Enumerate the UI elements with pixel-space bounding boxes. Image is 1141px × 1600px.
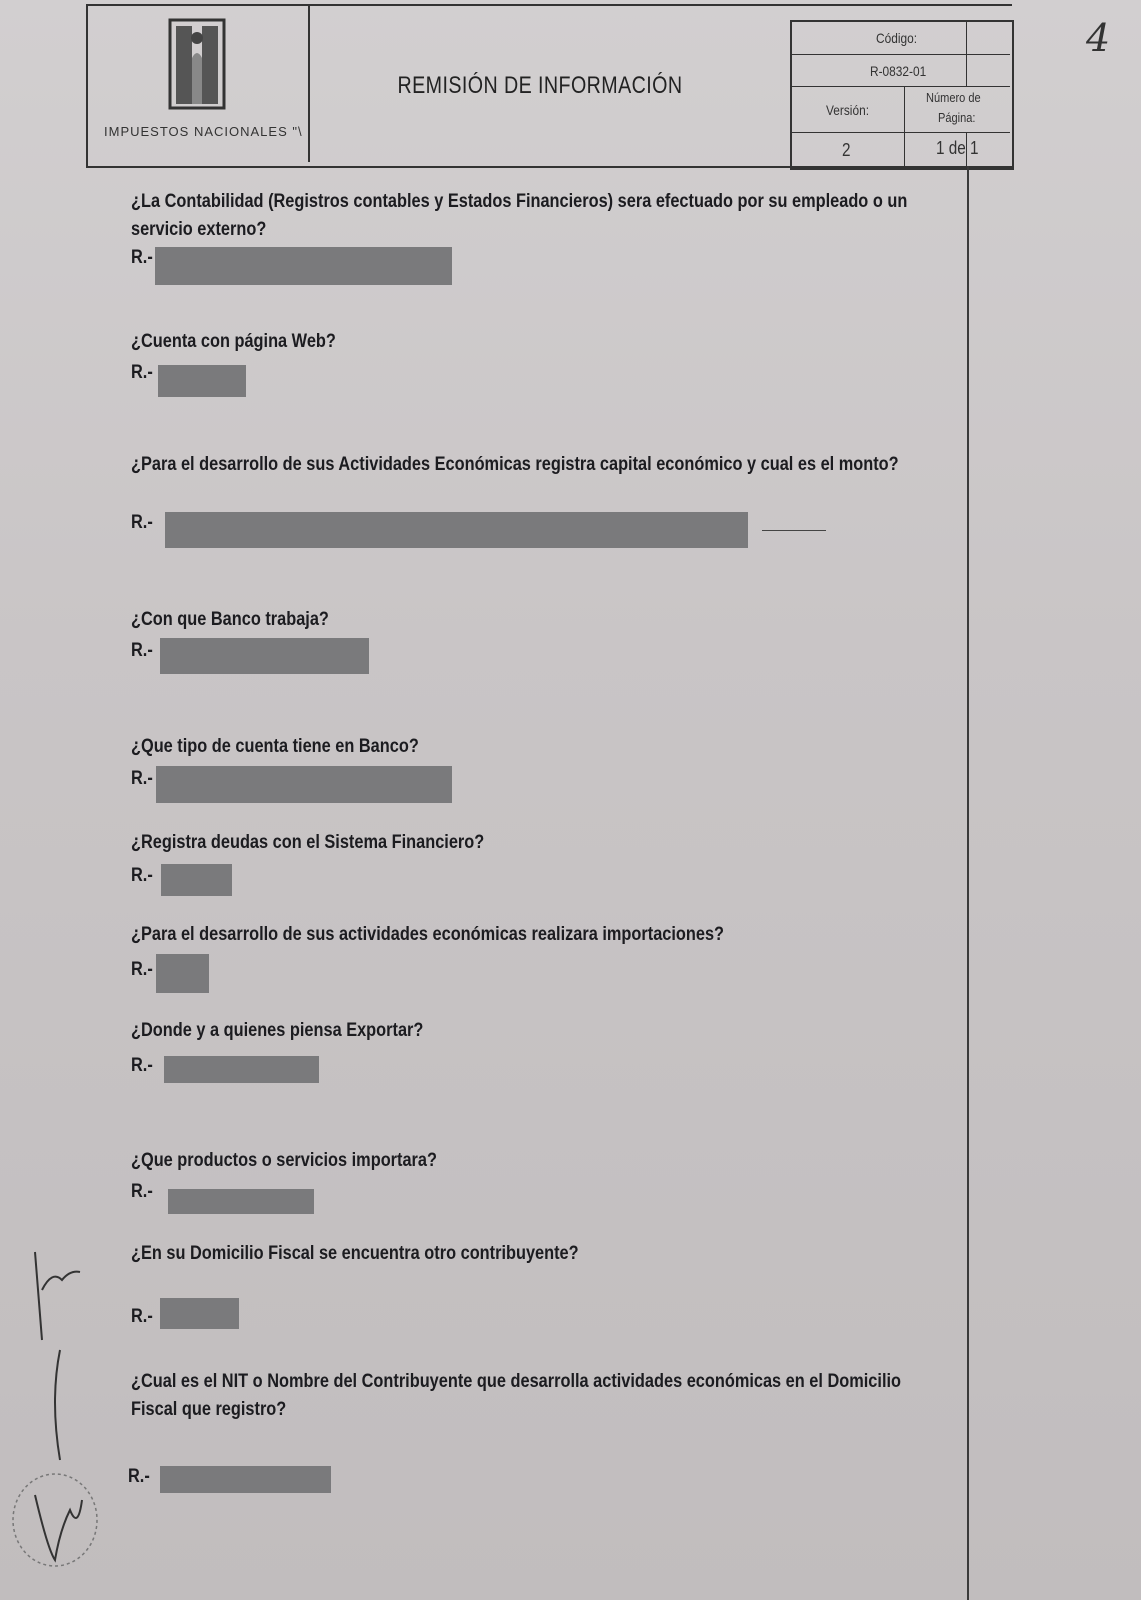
- redacted-answer-1: [155, 247, 452, 285]
- question-8: ¿Donde y a quienes piensa Exportar?: [131, 1020, 424, 1041]
- question-5: ¿Que tipo de cuenta tiene en Banco?: [131, 736, 419, 757]
- redacted-answer-11: [160, 1466, 331, 1493]
- question-9: ¿Que productos o servicios importara?: [131, 1150, 437, 1171]
- redacted-answer-9: [168, 1189, 314, 1214]
- redacted-answer-6: [161, 864, 232, 896]
- question-10: ¿En su Domicilio Fiscal se encuentra otro contribuyente?: [131, 1243, 579, 1264]
- institution-logo-icon: [168, 18, 226, 110]
- logo-text: IMPUESTOS NACIONALES "\: [104, 124, 303, 139]
- answer-label-7: R.-: [131, 959, 153, 980]
- answer-label-9: R.-: [131, 1181, 153, 1202]
- pagina-label: Página:: [938, 110, 976, 125]
- numero-pagina-label: Número de: [926, 90, 981, 105]
- answer-label-8: R.-: [131, 1055, 153, 1076]
- answer-label-4: R.-: [131, 640, 153, 661]
- redacted-answer-3: [165, 512, 748, 548]
- answer-label-6: R.-: [131, 865, 153, 886]
- page-margin-line: [967, 166, 969, 1600]
- question-1: ¿La Contabilidad (Registros contables y Estados Financieros) sera efectuado por su empleado o un servicio externo?: [131, 191, 908, 240]
- answer-label-1: R.-: [131, 247, 153, 268]
- question-4: ¿Con que Banco trabaja?: [131, 609, 329, 630]
- pagina-total: 1: [970, 138, 979, 158]
- question-2: ¿Cuenta con página Web?: [131, 331, 336, 352]
- underline: [762, 530, 826, 531]
- redacted-answer-4: [160, 638, 369, 674]
- document-title: REMISIÓN DE INFORMACIÓN: [397, 72, 683, 99]
- answer-label-3: R.-: [131, 512, 153, 533]
- corner-mark: 4: [1086, 16, 1111, 60]
- answer-label-5: R.-: [131, 768, 153, 789]
- question-6: ¿Registra deudas con el Sistema Financiero?: [131, 832, 485, 853]
- codigo-value: R-0832-01: [870, 63, 927, 79]
- redacted-answer-2: [158, 365, 246, 397]
- codigo-label: Código:: [876, 30, 918, 46]
- pagina-value: 1 de: [936, 138, 966, 158]
- answer-label-2: R.-: [131, 362, 153, 383]
- redacted-answer-8: [164, 1056, 319, 1083]
- answer-label-10: R.-: [131, 1306, 153, 1327]
- question-3: ¿Para el desarrollo de sus Actividades Económicas registra capital económico y cual es el monto?: [131, 454, 899, 475]
- version-value: 2: [842, 140, 851, 160]
- question-7: ¿Para el desarrollo de sus actividades económicas realizara importaciones?: [131, 924, 725, 945]
- redacted-answer-7: [156, 954, 209, 993]
- redacted-answer-10: [160, 1298, 239, 1329]
- redacted-answer-5: [156, 766, 452, 803]
- answer-label-11: R.-: [128, 1466, 150, 1487]
- question-11: ¿Cual es el NIT o Nombre del Contribuyente que desarrolla actividades económicas en el Domicilio Fiscal que registro?: [131, 1371, 902, 1420]
- version-label: Versión:: [826, 102, 870, 118]
- signature-mark-icon: [0, 1230, 130, 1600]
